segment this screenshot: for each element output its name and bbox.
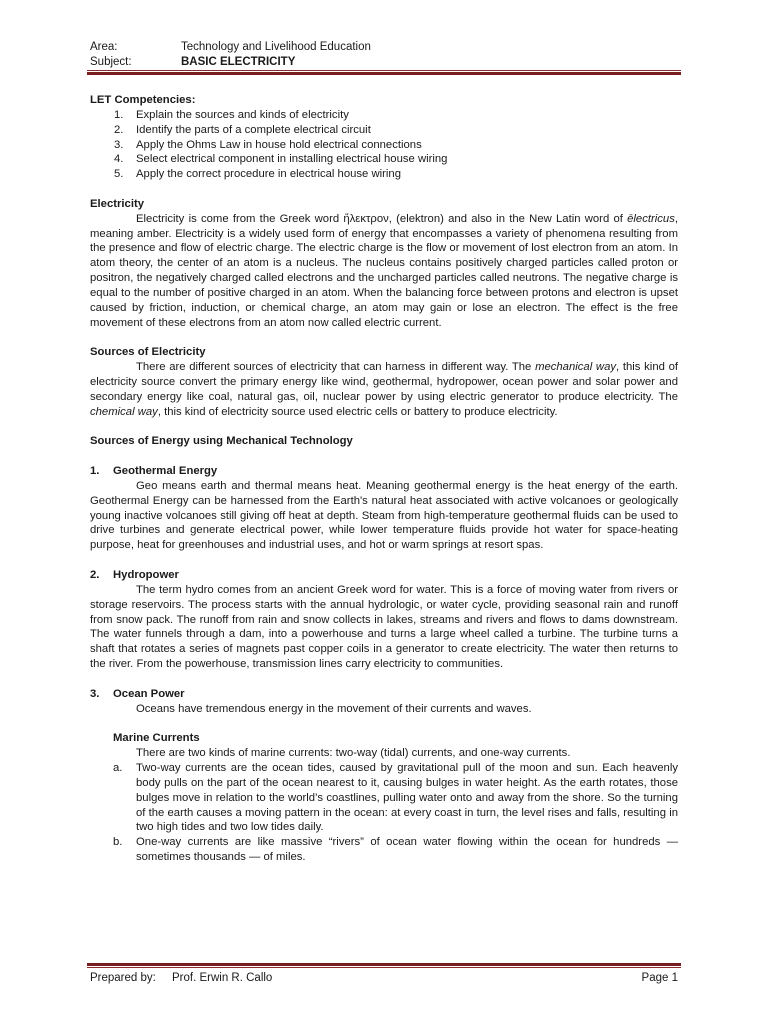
- list-item: 1. Explain the sources and kinds of electricity: [114, 108, 349, 121]
- marine-currents-list: [113, 761, 678, 865]
- prepared-by-label: Prepared by:: [90, 972, 156, 984]
- area-label: Area:: [90, 41, 118, 53]
- document-body: [90, 93, 678, 865]
- area-value: Technology and Livelihood Education: [181, 41, 371, 53]
- hydropower-title: 2. Hydropower: [90, 569, 179, 581]
- geothermal-paragraph: Geo means earth and thermal means heat. Meaning geothermal energy is the heat energy of the earth. Geothermal Energy can be harnessed from the Earth's natural heat associated with active volcanoes or geologically young inactive volcanoes still giving off heat at depth. Steam from high-temperature geothermal fluids can be used to drive turbines and generate electrical power, while lower temperature fluids provide hot water for space-heating purpose, heat for greenhouses and industrial uses, and hot or warm springs at resort spas.: [90, 479, 678, 552]
- subject-label: Subject:: [90, 56, 132, 68]
- prepared-by-name: Prof. Erwin R. Callo: [172, 972, 273, 984]
- ocean-paragraph: Oceans have tremendous energy in the movement of their currents and waves.: [136, 702, 532, 715]
- ocean-title: 3. Ocean Power: [90, 687, 185, 700]
- electricity-paragraph: Electricity is come from the Greek word ἤλεκτρον, (elektron) and also in the New Latin word of ēlectricus, meaning amber. Electricity is a widely used form of energy that encompasses a variety of phenomena resulting from the presence and flow of electric charge. The electric charge is the flow or movement of lost electron from an atom. In atom theory, the center of an atom is a nucleus. The nucleus contains positively charged particles called proton or positron, the negatively charged called electrons and the uncharged particles called neutrons. The negative charge is equal to the number of positive charged in an atom. When the balancing force between protons and electron is upset caused by friction, induction, or chemical charge, an atom may gain or lose an electron. The effect is the free movement of these electrons from an atom now called electric current.: [90, 212, 678, 329]
- geothermal-title: 1. Geothermal Energy: [90, 465, 218, 478]
- list-item: 5. Apply the correct procedure in electrical house wiring: [114, 168, 401, 181]
- list-item: 2. Identify the parts of a complete electrical circuit: [114, 123, 371, 136]
- list-item: a. Two-way currents are the ocean tides, caused by gravitational pull of the moon and sun. Each heavenly body pulls on the part of the ocean nearest to it, causing bulges in water height. As the earth rotates, those bulges move in relation to the world’s coastlines, pulling water onto and away from the shore. So the turning of the earth causes a moving pattern in the ocean: at every coast in turn, the level rises and falls, resulting in two high tides and two low tides daily.: [113, 761, 678, 834]
- list-item: b. One-way currents are like massive “rivers” of ocean water flowing within the ocean for hundreds — sometimes thousands — of miles.: [113, 836, 678, 864]
- page-number: Page 1: [641, 972, 678, 984]
- sources-title: Sources of Electricity: [90, 346, 206, 359]
- ocean-section: [90, 702, 678, 865]
- mechanical-heading: Sources of Energy using Mechanical Technology: [90, 435, 353, 448]
- footer-rule: [87, 963, 681, 968]
- sources-paragraph: There are different sources of electricity that can harness in different way. The mechanical way, this kind of electricity source convert the primary energy like wind, geothermal, hydropower, ocean power and solar power and secondary energy like coal, natural gas, oil, nuclear power by using electric generator to produce electricity. The chemical way, this kind of electricity source used electric cells or battery to produce electricity.: [90, 361, 679, 418]
- competencies-title: LET Competencies:: [90, 94, 196, 106]
- list-item: 3. Apply the Ohms Law in house hold electrical connections: [114, 138, 422, 151]
- subject-value: BASIC ELECTRICITY: [181, 56, 296, 68]
- marine-currents-title: Marine Currents: [113, 732, 200, 745]
- electricity-title: Electricity: [90, 197, 145, 210]
- competencies-list: [90, 108, 678, 182]
- marine-currents-intro: There are two kinds of marine currents: two-way (tidal) currents, and one-way currents.: [136, 747, 571, 760]
- hydropower-paragraph: The term hydro comes from an ancient Greek word for water. This is a force of moving water from rivers or storage reservoirs. The process starts with the annual hydrologic, or water cycle, providing seasonal rain and runoff from snow pack. The runoff from rain and snow collects in lakes, streams and rivers and flows to dams downstream. The water funnels through a dam, into a powerhouse and turns a large wheel called a turbine. The turbine turns a shaft that rotates a series of magnets past copper coils in a generator to create electricity. The water then returns to the river. From the powerhouse, transmission lines carry electricity to communities.: [90, 583, 678, 671]
- header-rule: [87, 70, 681, 75]
- list-item: 4. Select electrical component in installing electrical house wiring: [114, 153, 448, 166]
